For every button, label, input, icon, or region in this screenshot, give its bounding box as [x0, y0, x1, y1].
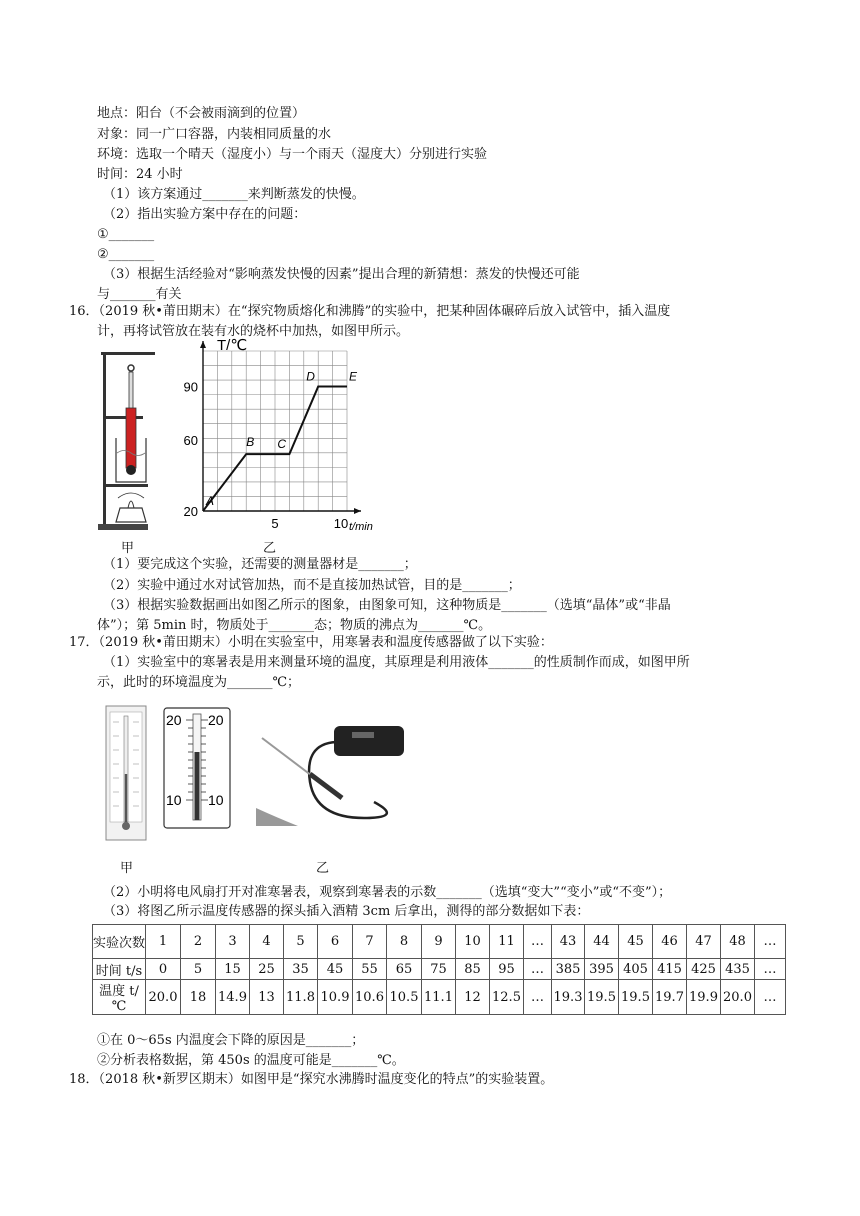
table-cell: 0 [146, 959, 181, 980]
table-cell: 55 [353, 959, 387, 980]
table-cell: 10.6 [353, 980, 387, 1015]
zoom-label-top-left: 20 [166, 712, 182, 728]
table-cell: 385 [552, 959, 585, 980]
y-tick-label: 20 [183, 504, 198, 519]
q15-part2-a: ①_______ [97, 227, 155, 242]
table-cell: 19.5 [585, 980, 619, 1015]
temperature-sensor-figure [254, 722, 424, 834]
q17-heading: 17．（2019 秋•莆田期末）小明在实验室中，用寒暑表和温度传感器做了以下实验： [69, 635, 553, 650]
table-cell: 46 [653, 925, 687, 959]
table-cell: 44 [585, 925, 619, 959]
intro-object: 对象：同一广口容器，内装相同质量的水 [97, 127, 332, 142]
q16-part3-cont: 体”）；第 5min 时，物质处于_______态；物质的沸点为_______℃。 [97, 618, 492, 633]
table-cell: 47 [687, 925, 721, 959]
data-table [92, 924, 786, 1015]
q17-part2: （2）小明将电风扇打开对准寒暑表，观察到寒暑表的示数_______（选填“变大”“变小”或“不变”）； [103, 885, 672, 900]
table-cell: 1 [146, 925, 181, 959]
table-cell: 18 [181, 980, 216, 1015]
table-cell: 425 [687, 959, 721, 980]
table-cell: 3 [216, 925, 250, 959]
zoom-label-bottom-right: 10 [208, 792, 224, 808]
table-cell: 19.7 [653, 980, 687, 1015]
melting-boiling-chart [176, 336, 376, 542]
table-cell: 20.0 [721, 980, 755, 1015]
row-head-time: 时间 t/s [93, 959, 146, 980]
table-cell: 395 [585, 959, 619, 980]
table-cell: 10 [456, 925, 490, 959]
q18-heading: 18．（2018 秋•新罗区期末）如图甲是“探究水沸腾时温度变化的特点”的实验装置。 [69, 1072, 554, 1087]
sensor-figure-label: 乙 [316, 861, 330, 876]
table-cell: 65 [387, 959, 422, 980]
table-cell: 75 [422, 959, 456, 980]
y-tick-label: 90 [183, 379, 198, 395]
table-cell: 13 [250, 980, 284, 1015]
x-tick-label: 5 [271, 516, 279, 531]
table-cell: 19.5 [619, 980, 653, 1015]
row-head-temp: 温度 t/℃ [93, 980, 146, 1015]
x-axis-arrow [354, 508, 361, 514]
intro-environment: 环境：选取一个晴天（湿度小）与一个雨天（湿度大）分别进行实验 [97, 147, 488, 162]
table-cell: 95 [490, 959, 524, 980]
x-axis-label: t/min [349, 521, 373, 533]
row-head-count: 实验次数 [93, 925, 146, 959]
table-cell: 2 [181, 925, 216, 959]
table-cell: 11.1 [422, 980, 456, 1015]
q15-part2: （2）指出实验方案中存在的问题： [103, 207, 307, 222]
zoom-box [164, 708, 230, 828]
point-label-d: D [306, 369, 315, 384]
thermometer-figure [104, 702, 240, 842]
x-tick-label: 10 [333, 516, 349, 531]
sensor-shadow [256, 808, 298, 826]
point-label-a: A [206, 494, 215, 508]
sensor-probe [262, 738, 342, 798]
point-label-c: C [277, 437, 287, 452]
y-axis-label: T/℃ [217, 337, 248, 354]
zoom-label-bottom-left: 10 [166, 792, 182, 808]
table-cell: 10.5 [387, 980, 422, 1015]
point-label-b: B [246, 435, 255, 450]
table-cell: 20.0 [146, 980, 181, 1015]
table-cell: … [755, 959, 786, 980]
q15-part2-b: ②_______ [97, 247, 155, 262]
table-cell: 45 [318, 959, 353, 980]
q17-part3: （3）将图乙所示温度传感器的探头插入酒精 3cm 后拿出，测得的部分数据如下表： [103, 904, 590, 919]
table-cell: 5 [181, 959, 216, 980]
q15-part3-cont: 与_______有关 [97, 287, 182, 302]
table-cell: 7 [353, 925, 387, 959]
table-row-time [93, 959, 786, 980]
table-cell: 415 [653, 959, 687, 980]
apparatus-figure [98, 348, 158, 534]
table-row-count [93, 925, 786, 959]
table-cell: 405 [619, 959, 653, 980]
alcohol-lamp [116, 493, 146, 522]
test-tube [126, 408, 136, 475]
table-cell: … [755, 980, 786, 1015]
table-cell: 5 [284, 925, 318, 959]
q16-heading-cont: 计，再将试管放在装有水的烧杯中加热，如图甲所示。 [97, 324, 410, 339]
table-cell: 11.8 [284, 980, 318, 1015]
thermometer-board [106, 706, 146, 840]
table-cell: … [524, 959, 552, 980]
y-axis-arrow [200, 341, 206, 348]
q16-part1: （1）要完成这个实验，还需要的测量器材是_______； [103, 557, 417, 572]
table-cell: 10.9 [318, 980, 353, 1015]
point-label-e: E [349, 369, 358, 384]
intro-location: 地点：阳台（不会被雨滴到的位置） [97, 106, 306, 121]
table-cell: 85 [456, 959, 490, 980]
figure-b-label: 乙 [263, 541, 277, 556]
y-tick-label: 60 [183, 432, 198, 448]
q16-heading: 16．（2019 秋•莆田期末）在“探究物质熔化和沸腾”的实验中，把某种固体碾碎后放入试管中，插入温度 [69, 304, 671, 319]
table-cell: 25 [250, 959, 284, 980]
q15-part1: （1）该方案通过_______来判断蒸发的快慢。 [103, 187, 365, 202]
table-cell: 9 [422, 925, 456, 959]
table-cell: 43 [552, 925, 585, 959]
thermometer-figure-label: 甲 [120, 861, 134, 876]
table-cell: 12 [456, 980, 490, 1015]
table-cell: 19.3 [552, 980, 585, 1015]
q16-part3: （3）根据实验数据画出如图乙所示的图象，由图象可知，这种物质是_______（选填“晶体”或“非晶 [103, 598, 671, 613]
q17-part1: （1）实验室中的寒暑表是用来测量环境的温度，其原理是利用液体_______的性质制作而成，如图甲所 [103, 655, 690, 670]
intro-time: 时间：24 小时 [97, 167, 183, 182]
table-cell: 35 [284, 959, 318, 980]
figure-a-label: 甲 [121, 541, 135, 556]
table-cell: … [524, 925, 552, 959]
table-cell: 12.5 [490, 980, 524, 1015]
table-cell: 48 [721, 925, 755, 959]
table-cell: … [524, 980, 552, 1015]
q17-sub2: ②分析表格数据，第 450s 的温度可能是_______℃。 [97, 1053, 405, 1068]
q17-sub1: ①在 0～65s 内温度会下降的原因是_______； [97, 1033, 365, 1048]
table-cell: … [755, 925, 786, 959]
table-cell: 435 [721, 959, 755, 980]
q17-part1-cont: 示，此时的环境温度为_______℃； [97, 675, 301, 690]
zoom-label-top-right: 20 [208, 712, 224, 728]
table-cell: 4 [250, 925, 284, 959]
table-cell: 6 [318, 925, 353, 959]
q16-part2: （2）实验中通过水对试管加热，而不是直接加热试管，目的是_______； [103, 578, 521, 593]
table-cell: 8 [387, 925, 422, 959]
table-row-temp [93, 980, 786, 1015]
q15-part3: （3）根据生活经验对“影响蒸发快慢的因素”提出合理的新猜想：蒸发的快慢还可能 [103, 267, 580, 282]
table-cell: 14.9 [216, 980, 250, 1015]
table-cell: 19.9 [687, 980, 721, 1015]
table-cell: 15 [216, 959, 250, 980]
table-cell: 45 [619, 925, 653, 959]
table-cell: 11 [490, 925, 524, 959]
sensor-body [334, 726, 404, 756]
